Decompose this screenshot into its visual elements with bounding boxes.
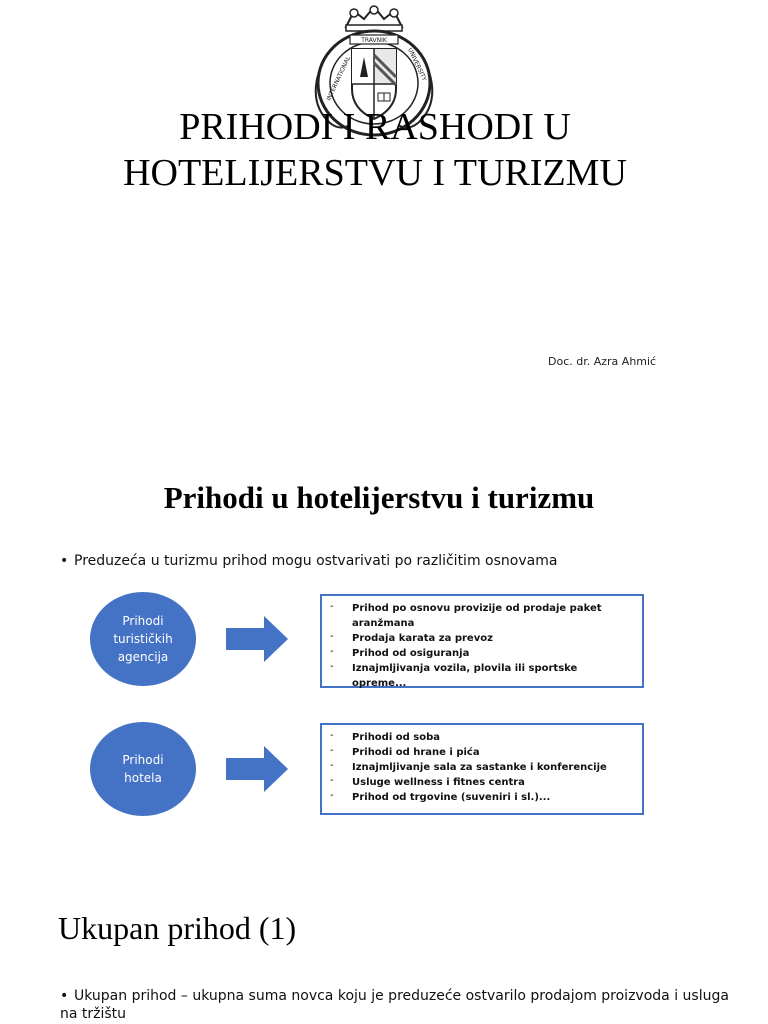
right-arrow-icon: [226, 616, 288, 662]
intro-bullet: [60, 553, 740, 570]
list-item: - Prihod po osnovu provizije od prodaje paket aranžmana: [330, 601, 634, 631]
intro-bullet-text: Preduzeća u turizmu prihod mogu ostvarivati po različitim osnovama: [74, 553, 558, 569]
author-name: Doc. dr. Azra Ahmić: [548, 355, 657, 368]
hotel-revenue-circle: [90, 722, 196, 816]
right-arrow-icon: [226, 746, 288, 792]
hotel-revenue-list: [320, 723, 644, 815]
list-item: - Usluge wellness i fitnes centra: [330, 775, 634, 790]
definition-bullet: [60, 987, 740, 1023]
list-item: - Prihodi od hrane i pića: [330, 745, 634, 760]
logo-banner-text: TRAVNIK: [361, 37, 387, 44]
list-item: - Prodaja karata za prevoz: [330, 631, 634, 646]
list-item: - Iznajmljivanje sala za sastanke i konferencije: [330, 760, 634, 775]
list-item: - Iznajmljivanja vozila, plovila ili sportske opreme...: [330, 661, 634, 691]
list-item: - Prihodi od soba: [330, 730, 634, 745]
bullet-marker: •: [60, 553, 69, 569]
circle-label: Prihodi hotela: [122, 753, 164, 785]
slide-title: Ukupan prihod (1): [58, 910, 297, 946]
logo-left-arc-text: INTERNATIONAL: [325, 55, 353, 102]
travel-agency-revenue-list: [320, 594, 644, 688]
list-item: - Prihod od trgovine (suveniri i sl.)...: [330, 790, 634, 805]
circle-label: Prihodi turističkih agencija: [113, 614, 173, 664]
revenue-slide: [0, 440, 768, 880]
list-item: - Prihod od osiguranja: [330, 646, 634, 661]
presentation-title: PRIHODI I RASHODI U HOTELIJERSTVU I TURIZMU: [123, 106, 627, 194]
slide-title: Prihodi u hotelijerstvu i turizmu: [163, 480, 595, 515]
logo-right-arc-text: UNIVERSITY: [406, 46, 428, 83]
title-slide: [0, 0, 768, 440]
definition-bullet-text: Ukupan prihod – ukupna suma novca koju je preduzeće ostvarilo prodajom proizvoda i usluga na tržištu: [60, 988, 729, 1022]
total-revenue-slide: [0, 880, 768, 1024]
bullet-marker: •: [60, 988, 69, 1004]
travel-agency-revenue-circle: [90, 592, 196, 686]
